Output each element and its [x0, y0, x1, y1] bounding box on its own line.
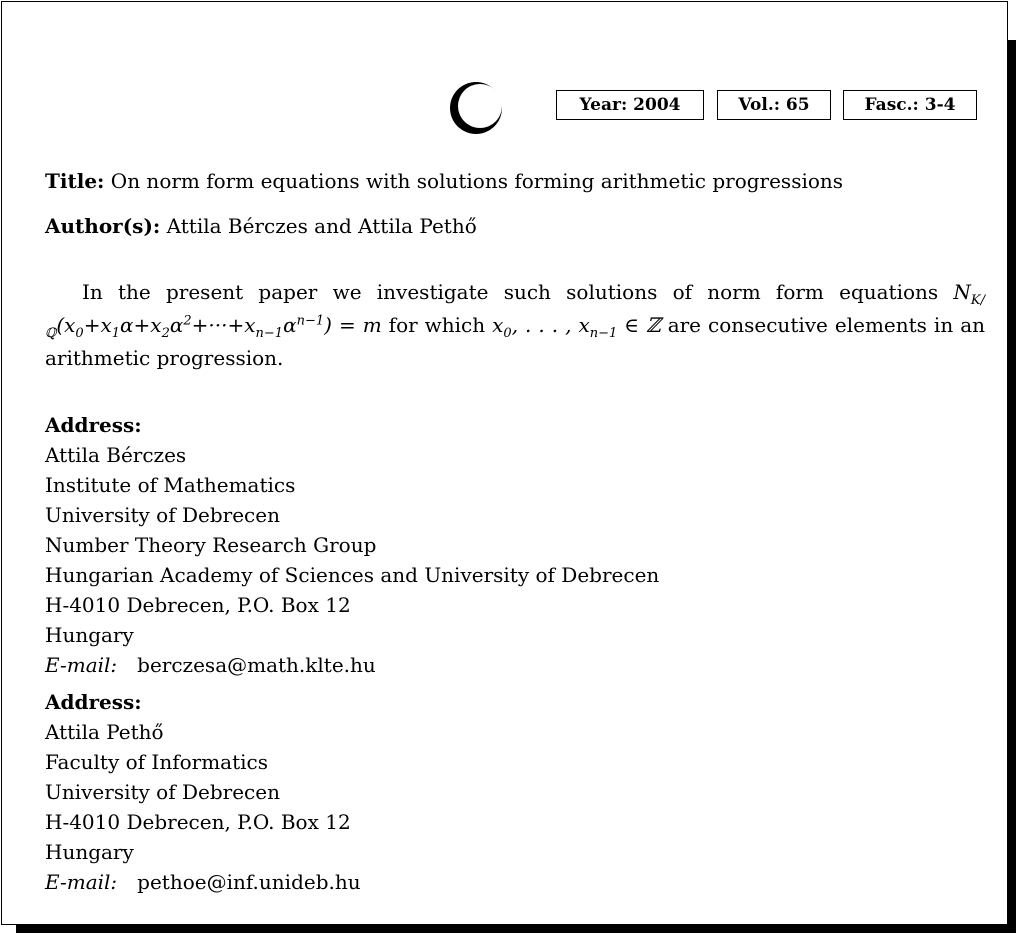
- abstract-text-1: In the present paper we investigate such solutions of norm form equations: [82, 280, 954, 304]
- year-box: Year: 2004: [556, 90, 704, 120]
- author-line: [45, 214, 477, 238]
- fascicle-box: Fasc.: 3-4: [843, 90, 977, 120]
- math-norm-form: $N_{K/ℚ}(x_0+x_1\alpha+x_2\alpha^2+\cdot\cdot\cdot+x_{n-1}\alpha^{n-1})$: [45, 280, 985, 341]
- address-heading: Address:: [45, 690, 142, 714]
- math-variables: $x_0$, . . . , $x_{n-1}$ ∈ ℤ: [492, 313, 661, 341]
- title-label: Title:: [45, 169, 105, 193]
- abstract-text-3: for which: [381, 313, 493, 337]
- email-address[interactable]: pethoe@inf.unideb.hu: [137, 870, 361, 894]
- volume-box: Vol.: 65: [717, 90, 831, 120]
- address-line: University of Debrecen: [45, 780, 280, 804]
- email-line: [45, 867, 361, 897]
- author-label: Author(s):: [45, 214, 161, 238]
- math-m: m: [362, 313, 382, 337]
- address-line: Hungary: [45, 623, 134, 647]
- address-heading: Address:: [45, 413, 142, 437]
- email-line: [45, 650, 659, 680]
- address-line: Attila Pethő: [45, 720, 164, 744]
- address-line: Number Theory Research Group: [45, 533, 377, 557]
- abstract-text-2: =: [331, 313, 363, 337]
- title-line: [45, 169, 843, 193]
- email-label: E-mail:: [45, 870, 118, 894]
- paper-authors: Attila Bérczes and Attila Pethő: [166, 214, 477, 238]
- address-line: Attila Bérczes: [45, 443, 187, 467]
- abstract: [45, 276, 985, 375]
- address-line: Hungary: [45, 840, 134, 864]
- journal-logo-icon: [449, 81, 503, 135]
- email-address[interactable]: berczesa@math.klte.hu: [137, 653, 376, 677]
- abstract-text-4: are consecutive elements in an arithmetic progression.: [45, 313, 985, 370]
- address-block-1: [45, 410, 659, 680]
- paper-title: On norm form equations with solutions forming arithmetic progressions: [110, 169, 844, 193]
- email-label: E-mail:: [45, 653, 118, 677]
- address-line: H-4010 Debrecen, P.O. Box 12: [45, 810, 351, 834]
- address-block-2: [45, 687, 361, 897]
- address-line: Hungarian Academy of Sciences and University of Debrecen: [45, 563, 660, 587]
- address-line: Institute of Mathematics: [45, 473, 296, 497]
- address-line: H-4010 Debrecen, P.O. Box 12: [45, 593, 351, 617]
- address-line: University of Debrecen: [45, 503, 280, 527]
- paper-page: [1, 1, 1008, 925]
- address-line: Faculty of Informatics: [45, 750, 268, 774]
